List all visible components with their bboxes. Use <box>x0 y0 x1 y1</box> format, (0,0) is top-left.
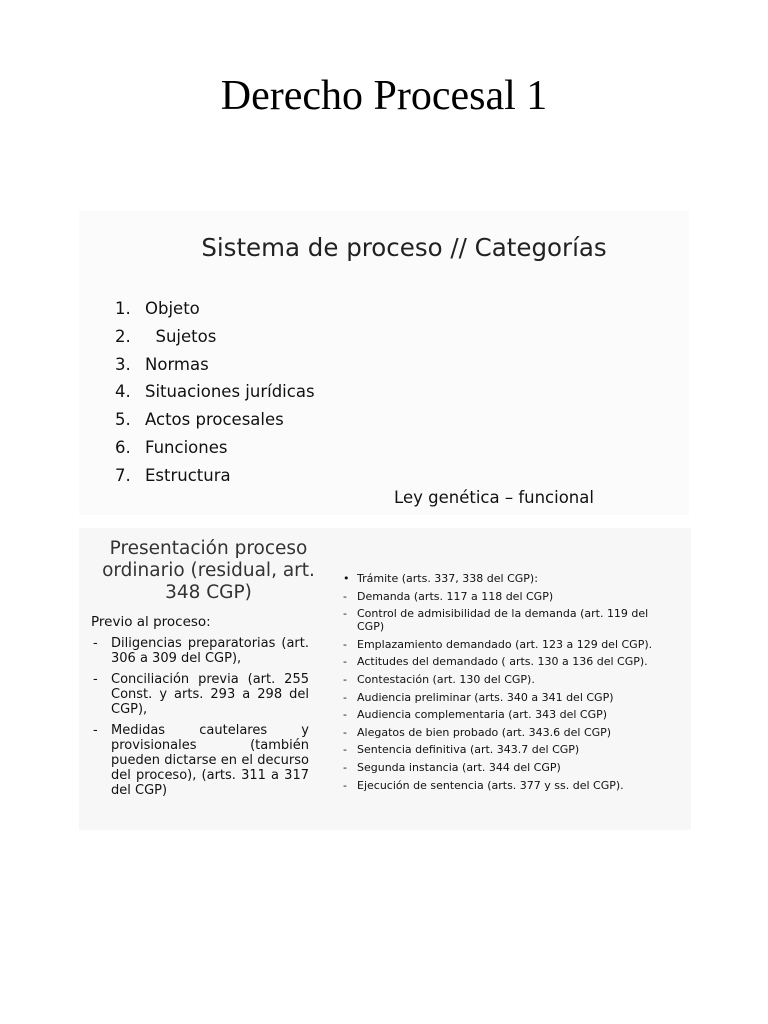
list-item: - Sentencia definitiva (art. 343.7 del CGP) <box>341 743 677 756</box>
previo-label: Previo al proceso: <box>91 614 211 630</box>
list-item: - Audiencia preliminar (arts. 340 a 341 del CGP) <box>341 691 677 704</box>
list-item: - Medidas cautelares y provisionales (también pueden dictarse en el decurso del proceso), (arts. 311 a 317 del CGP) <box>91 723 309 798</box>
previo-list <box>91 636 309 804</box>
list-item: 3. Normas <box>115 354 209 374</box>
tramite-list <box>341 572 677 796</box>
slide-proceso-ordinario <box>79 528 691 830</box>
list-item: - Conciliación previa (art. 255 Const. y arts. 293 a 298 del CGP), <box>91 672 309 717</box>
list-item: - Demanda (arts. 117 a 118 del CGP) <box>341 590 677 603</box>
list-item: 6. Funciones <box>115 437 228 457</box>
page-title: Derecho Procesal 1 <box>220 73 548 119</box>
slide-title: Sistema de proceso // Categorías <box>201 233 607 262</box>
list-item: 7. Estructura <box>115 465 231 485</box>
list-item: - Audiencia complementaria (art. 343 del CGP) <box>341 708 677 721</box>
list-item: - Ejecución de sentencia (arts. 377 y ss. del CGP). <box>341 779 677 792</box>
list-item: - Actitudes del demandado ( arts. 130 a 136 del CGP). <box>341 655 677 668</box>
list-item: - Contestación (art. 130 del CGP). <box>341 673 677 686</box>
categories-list <box>115 295 315 490</box>
list-item: - Segunda instancia (art. 344 del CGP) <box>341 761 677 774</box>
slide-categorias <box>79 211 689 515</box>
list-item: - Control de admisibilidad de la demanda (art. 119 del CGP) <box>341 607 677 633</box>
list-item: - Alegatos de bien probado (art. 343.6 del CGP) <box>341 726 677 739</box>
list-item: 2. Sujetos <box>115 326 217 346</box>
list-item: - Diligencias preparatorias (art. 306 a 309 del CGP), <box>91 636 309 666</box>
list-item: - Emplazamiento demandado (art. 123 a 129 del CGP). <box>341 638 677 651</box>
list-item: 4. Situaciones jurídicas <box>115 382 315 402</box>
list-item: 1. Objeto <box>115 299 200 318</box>
list-item: 5. Actos procesales <box>115 410 284 430</box>
list-item: • Trámite (arts. 337, 338 del CGP): <box>341 572 677 585</box>
slide-footer: Ley genética – funcional <box>394 488 594 507</box>
slide-title: Presentación proceso ordinario (residual, art. 348 CGP) <box>102 538 315 603</box>
